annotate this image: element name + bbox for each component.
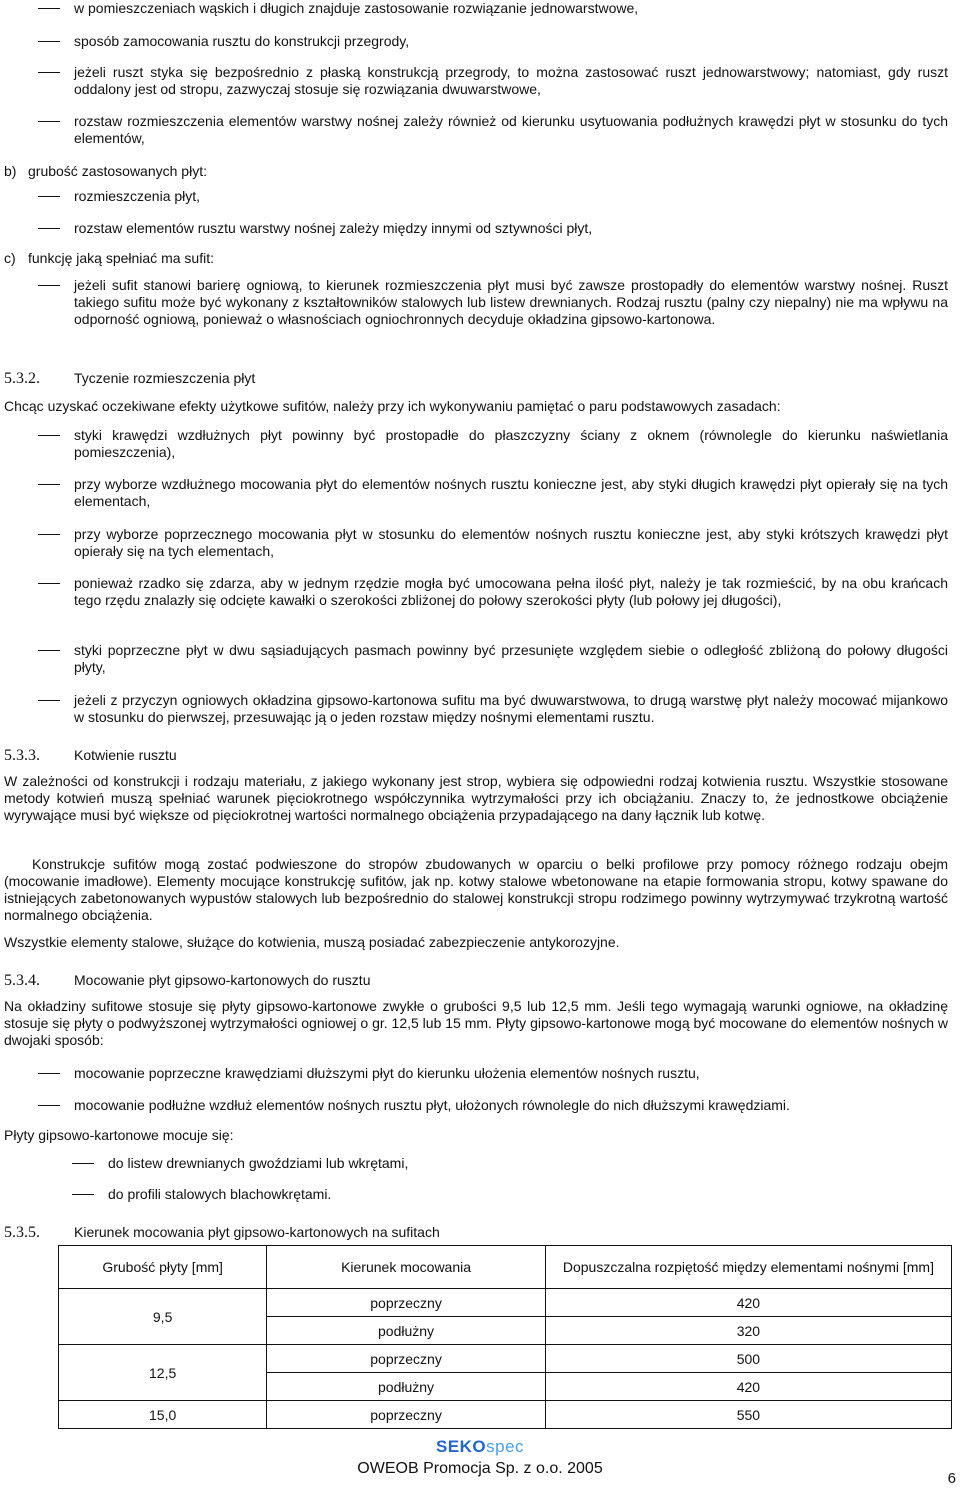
item-label: c) [4,250,16,266]
table-cell: 15,0 [59,1401,267,1429]
footer-company: OWEOB Promocja Sp. z o.o. 2005 [357,1460,603,1477]
list-item: rozmieszczenia płyt, [4,188,200,205]
paragraph: Konstrukcje sufitów mogą zostać podwieszone do stropów zbudowanych w oparciu o belki profilowe przy pomocy różnego rodzaju obejm (mocowanie imadłowe). Elementy mocujące konstrukcję sufitów, jak np. kotwy stalowe wbetonowane na etapie formowania stropu, kotwy spawane do istniejących zabetonowanych wypustów stalowych lub bezpośrednio do stalowej konstrukcji stropu rodzimego powinny wytrzymywać trzykrotną wartość normalnego obciążenia. [4,856,948,923]
table-cell: 500 [545,1345,951,1373]
section-heading [4,1224,948,1241]
item-label: b) [4,163,17,179]
list-item: do listew drewnianych gwoździami lub wkrętami, [4,1155,408,1172]
table-cell: 420 [545,1373,951,1401]
list-item: ponieważ rzadko się zdarza, aby w jednym rzędzie mogła być umocowana pełna ilość płyt, należy je tak rozmieścić, by na obu krańcach tego rzędu znalazły się odcięte kawałki o szerokości zbliżonej do połowy szerokości płyty (lub połowy jej długości), [4,575,948,609]
section-heading [4,747,948,764]
table-cell: 9,5 [59,1289,267,1345]
list-item: mocowanie poprzeczne krawędziami dłuższymi płyt do kierunku ułożenia elementów nośnych rusztu, [4,1065,700,1082]
table-header: Grubość płyty [mm] [59,1246,267,1289]
footer-brand [0,1438,960,1456]
section-number: 5.3.4. [4,972,40,989]
list-item: jeżeli z przyczyn ogniowych okładzina gipsowo-kartonowa sufitu ma być dwuwarstwowa, to drugą warstwę płyt należy mocować mijankowo w stosunku do pierwszej, przesuwając ją o jeden rozstaw między nośnymi elementami rusztu. [4,692,948,726]
table-cell: poprzeczny [267,1289,546,1317]
table-cell: 550 [545,1401,951,1429]
item-text: funkcję jaką spełniać ma sufit: [28,250,214,266]
section-number: 5.3.2. [4,370,40,387]
paragraph: Płyty gipsowo-kartonowe mocuje się: [4,1127,234,1143]
section-title: Kierunek mocowania płyt gipsowo-kartonowych na sufitach [74,1224,440,1240]
paragraph: Wszystkie elementy stalowe, służące do kotwienia, muszą posiadać zabezpieczenie antykorozyjne. [4,934,620,950]
list-item: jeżeli sufit stanowi barierę ogniową, to kierunek rozmieszczenia płyt musi być zawsze prostopadły do elementów warstwy nośnej. Ruszt takiego sufitu może być wykonany z kształtowników stalowych lub listew drewnianych. Rodzaj rusztu (palny czy niepalny) nie ma wpływu na odporność ogniową, ponieważ o własnościach ogniochronnych decyduje okładzina gipsowo-kartonowa. [4,277,948,328]
list-item: styki poprzeczne płyt w dwu sąsiadujących pasmach powinny być przesunięte względem siebie o odległość zbliżoną do połowy długości płyty, [4,642,948,676]
spec-table [58,1245,952,1429]
list-item: rozstaw elementów rusztu warstwy nośnej zależy między innymi od sztywności płyt, [4,220,592,237]
list-item: rozstaw rozmieszczenia elementów warstwy nośnej zależy również od kierunku usytuowania podłużnych krawędzi płyt w stosunku do tych elementów, [4,113,948,147]
table-cell: 420 [545,1289,951,1317]
table-cell: poprzeczny [267,1345,546,1373]
table-cell: 12,5 [59,1345,267,1401]
table-row [59,1345,952,1373]
list-item: przy wyborze wzdłużnego mocowania płyt do elementów nośnych rusztu konieczne jest, aby styki długich krawędzi płyt opierały się na tych elementach, [4,476,948,510]
list-item-b [4,163,948,180]
list-item: styki krawędzi wzdłużnych płyt powinny być prostopadłe do płaszczyzny ściany z oknem (równolegle do kierunku naświetlania pomieszczenia), [4,427,948,461]
section-number: 5.3.3. [4,747,40,764]
paragraph: Na okładziny sufitowe stosuje się płyty gipsowo-kartonowe zwykłe o grubości 9,5 lub 12,5 mm. Jeśli tego wymagają warunki ogniowe, na okładzinę stosuje się płyty o podwyższonej wytrzymałości ogniowej o gr. 12,5 lub 15 mm. Płyty gipsowo-kartonowe mogą być mocowane do elementów nośnych w dwojaki sposób: [4,998,948,1048]
section-heading [4,370,948,387]
table-cell: 320 [545,1317,951,1345]
brand-logo: SEKOspec [435,1437,525,1456]
table-cell: podłużny [267,1317,546,1345]
table-header-row [59,1246,952,1289]
section-number: 5.3.5. [4,1224,40,1241]
section-heading [4,972,948,989]
section-title: Kotwienie rusztu [74,747,177,763]
table-row [59,1289,952,1317]
list-item: mocowanie podłużne wzdłuż elementów nośnych rusztu płyt, ułożonych równolegle do nich dłuższymi krawędziami. [4,1097,790,1114]
table-cell: poprzeczny [267,1401,546,1429]
section-title: Mocowanie płyt gipsowo-kartonowych do rusztu [74,972,371,988]
list-item: sposób zamocowania rusztu do konstrukcji przegrody, [4,33,409,50]
list-item: w pomieszczeniach wąskich i długich znajduje zastosowanie rozwiązanie jednowarstwowe, [4,0,638,17]
table-cell: podłużny [267,1373,546,1401]
page-number: 6 [947,1470,956,1487]
section-title: Tyczenie rozmieszczenia płyt [74,370,256,386]
paragraph: Chcąc uzyskać oczekiwane efekty użytkowe sufitów, należy przy ich wykonywaniu pamiętać o paru podstawowych zasadach: [4,398,781,414]
list-item: przy wyborze poprzecznego mocowania płyt w stosunku do elementów nośnych rusztu konieczne jest, aby styki krótszych krawędzi płyt opierały się na tych elementach, [4,526,948,560]
item-text: grubość zastosowanych płyt: [28,163,207,179]
table-header: Kierunek mocowania [267,1246,546,1289]
list-item: do profili stalowych blachowkrętami. [4,1186,331,1203]
table-header: Dopuszczalna rozpiętość między elementami nośnymi [mm] [545,1246,951,1289]
paragraph: W zależności od konstrukcji i rodzaju materiału, z jakiego wykonany jest strop, wybiera się odpowiedni rodzaj kotwienia rusztu. Wszystkie stosowane metody kotwień muszą spełniać warunek pięciokrotnego współczynnika wytrzymałości przy ich obciążaniu. Znaczy to, że jednostkowe obciążenie wyrywające musi być większe od pięciokrotnej wartości normalnego obciążenia przypadającego na dany łącznik lub kotwę. [4,773,948,823]
list-item: jeżeli ruszt styka się bezpośrednio z płaską konstrukcją przegrody, to można zastosować ruszt jednowarstwowy; natomiast, gdy ruszt oddalony jest od stropu, zazwyczaj stosuje się rozwiązania dwuwarstwowe, [4,64,948,98]
list-item-c [4,250,948,267]
table-row [59,1401,952,1429]
